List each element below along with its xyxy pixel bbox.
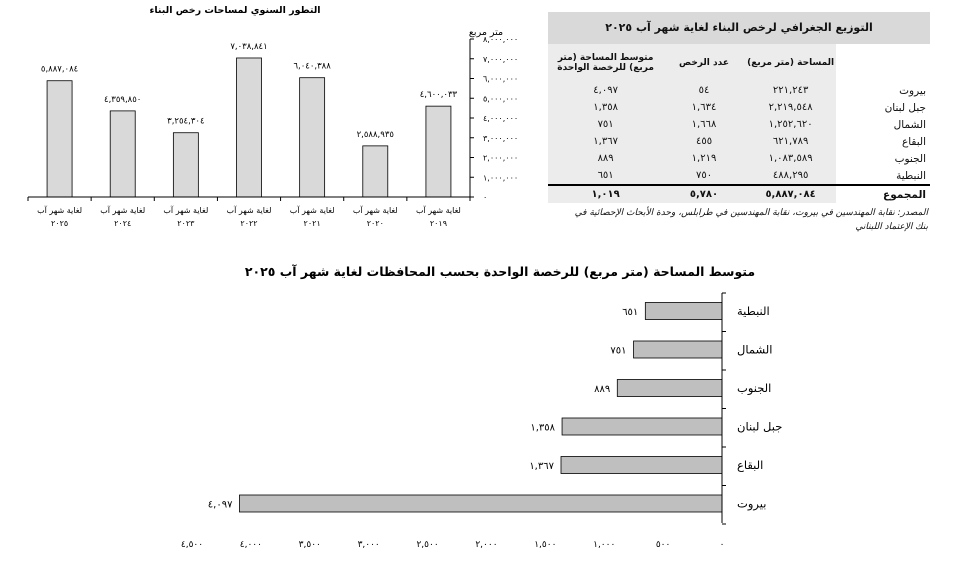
annual-category-label-line2: ٢٠٢٣ — [177, 219, 195, 228]
annual-y-tick-label: ٠ — [483, 193, 488, 202]
table-cell-value: ٢,٢١٩,٥٤٨ — [745, 99, 837, 116]
annual-bar-value-label: ٦,٠٤٠,٣٨٨ — [293, 61, 331, 72]
annual-y-tick-label: ٧,٠٠٠,٠٠٠ — [483, 54, 519, 64]
annual-category-label-line2: ٢٠٢٠ — [366, 219, 384, 228]
average-chart-title: متوسط المساحة (متر مربع) للرخصة الواحدة بحسب المحافظات لغاية شهر آب ٢٠٢٥ — [244, 264, 756, 279]
avg-x-tick-label: ٣,٠٠٠ — [357, 540, 380, 550]
table-cell-value: ١,٠٨٣,٥٨٩ — [745, 150, 837, 167]
table-total-value: ٥,٧٨٠ — [663, 185, 745, 203]
annual-category-label-line2: ٢٠٢٥ — [50, 219, 69, 228]
table-total-value: ٥,٨٨٧,٠٨٤ — [745, 185, 837, 203]
annual-bar-chart — [0, 0, 545, 245]
avg-x-tick-label: ٤,٠٠٠ — [239, 540, 262, 550]
annual-bar — [110, 111, 135, 197]
avg-x-tick-label: ٣,٥٠٠ — [298, 540, 321, 550]
header-area: المساحة (متر مربع) — [745, 44, 837, 82]
table-row — [548, 116, 930, 133]
avg-bar — [239, 495, 722, 512]
table-cell-value: ١,٢١٩ — [663, 150, 745, 167]
avg-x-tick-label: ١,٠٠٠ — [593, 540, 616, 550]
annual-bar — [363, 146, 388, 197]
table-cell-value: ٤٥٥ — [663, 133, 745, 150]
avg-bar — [562, 418, 722, 435]
annual-bar — [47, 81, 72, 197]
avg-x-tick-label: ١,٥٠٠ — [534, 540, 557, 550]
table-row — [548, 133, 930, 150]
table-title: التوزيع الجغرافي لرخص البناء لغاية شهر آب ٢٠٢٥ — [548, 12, 930, 44]
table-cell-value: ٢٢١,٢٤٣ — [745, 82, 837, 99]
annual-bar — [426, 106, 451, 197]
table-cell-region: جبل لبنان — [836, 99, 930, 116]
annual-bar — [173, 133, 198, 197]
annual-y-tick-label: ١,٠٠٠,٠٠٠ — [483, 173, 519, 183]
avg-bar — [561, 457, 722, 474]
table-cell-value: ٧٥١ — [548, 116, 663, 133]
table-header-row — [548, 44, 930, 82]
table-cell-value: ٤,٠٩٧ — [548, 82, 663, 99]
annual-bar-value-label: ٢,٥٨٨,٩٣٥ — [356, 129, 394, 140]
source-line-1: المصدر: نقابة المهندسين في بيروت، نقابة المهندسين في طرابلس، وحدة الأبحاث الإحصائية في — [574, 208, 928, 218]
table-cell-value: ١,٣٦٧ — [548, 133, 663, 150]
table-cell-value: ١,٣٥٨ — [548, 99, 663, 116]
avg-x-tick-label: ٢,٠٠٠ — [475, 540, 498, 550]
annual-y-tick-label: ٥,٠٠٠,٠٠٠ — [483, 94, 519, 104]
annual-category-label-line2: ٢٠٢١ — [303, 219, 321, 228]
avg-x-tick-label: ٠ — [719, 540, 725, 550]
annual-category-label-line1: لغاية شهر آب — [100, 206, 146, 215]
avg-bar — [634, 341, 722, 358]
table-cell-value: ٤٨٨,٢٩٥ — [745, 167, 837, 185]
avg-bar — [645, 303, 722, 320]
annual-y-tick-label: ٤,٠٠٠,٠٠٠ — [483, 114, 519, 123]
geo-distribution-table — [548, 44, 930, 203]
table-row — [548, 82, 930, 99]
annual-category-label-line2: ٢٠١٩ — [429, 219, 448, 228]
table-cell-value: ٦٢١,٧٨٩ — [745, 133, 837, 150]
avg-category-label: جبل لبنان — [737, 419, 783, 434]
avg-bar-value-label: ٨٨٩ — [594, 384, 611, 395]
table-row — [548, 99, 930, 116]
annual-y-tick-label: ٦,٠٠٠,٠٠٠ — [483, 74, 519, 84]
header-count: عدد الرخص — [663, 44, 745, 82]
avg-category-label: النبطية — [737, 304, 770, 318]
table-cell-region: النبطية — [836, 167, 930, 185]
table-cell-region: الجنوب — [836, 150, 930, 167]
annual-bar — [300, 78, 325, 197]
table-total-row — [548, 185, 930, 203]
annual-category-label-line1: لغاية شهر آب — [289, 206, 335, 215]
table-cell-region: بيروت — [836, 82, 930, 99]
avg-bar-value-label: ٦٥١ — [622, 307, 639, 318]
table-cell-value: ٥٤ — [663, 82, 745, 99]
table-cell-value: ٧٥٠ — [663, 167, 745, 185]
table-cell-value: ٨٨٩ — [548, 150, 663, 167]
annual-y-tick-label: ٣,٠٠٠,٠٠٠ — [483, 133, 519, 143]
annual-chart-ylabel: متر مربع — [468, 27, 504, 38]
annual-category-label-line1: لغاية شهر آب — [226, 206, 272, 215]
table-cell-value: ١,٢٥٢,٦٢٠ — [745, 116, 837, 133]
avg-category-label: الجنوب — [737, 381, 772, 395]
annual-bar-value-label: ٤,٣٥٩,٨٥٠ — [104, 94, 142, 105]
annual-bar-value-label: ٣,٢٥٤,٣٠٤ — [167, 116, 205, 127]
avg-bar — [617, 380, 722, 397]
avg-bar-value-label: ٧٥١ — [610, 345, 627, 357]
avg-category-label: بيروت — [737, 496, 767, 511]
annual-bar — [237, 58, 262, 197]
annual-category-label-line2: ٢٠٢٤ — [114, 219, 132, 228]
table-row — [548, 167, 930, 185]
annual-category-label-line1: لغاية شهر آب — [163, 206, 209, 215]
average-area-bar-chart — [0, 257, 960, 577]
source-note — [548, 206, 930, 234]
annual-bar-value-label: ٧,٠٣٨,٨٤١ — [230, 41, 268, 52]
avg-bar-value-label: ١,٣٦٧ — [529, 461, 554, 472]
table-cell-value: ١,٦٦٨ — [663, 116, 745, 133]
annual-y-tick-label: ٨,٠٠٠,٠٠٠ — [483, 35, 519, 44]
table-row — [548, 150, 930, 167]
avg-x-tick-label: ٥٠٠ — [655, 540, 671, 550]
avg-x-tick-label: ٤,٥٠٠ — [180, 540, 204, 550]
annual-category-label-line1: لغاية شهر آب — [37, 206, 83, 215]
header-average: متوسط المساحة (متر مربع) للرخصة الواحدة — [548, 44, 663, 82]
avg-category-label: الشمال — [737, 342, 773, 357]
table-cell-value: ١,٦٣٤ — [663, 99, 745, 116]
annual-category-label-line1: لغاية شهر آب — [352, 206, 398, 215]
header-region — [836, 44, 930, 82]
table-total-value: ١,٠١٩ — [548, 185, 663, 203]
table-cell-region: البقاع — [836, 133, 930, 150]
avg-bar-value-label: ٤,٠٩٧ — [207, 499, 233, 511]
annual-bar-value-label: ٥,٨٨٧,٠٨٤ — [40, 64, 79, 75]
annual-category-label-line1: لغاية شهر آب — [415, 206, 461, 215]
table-cell-value: ٦٥١ — [548, 167, 663, 185]
source-line-2: بنك الإعتماد اللبناني — [855, 222, 928, 232]
table-cell-region: الشمال — [836, 116, 930, 133]
avg-category-label: البقاع — [737, 458, 764, 472]
geo-table-panel — [548, 12, 930, 234]
table-total-label: المجموع — [836, 185, 930, 203]
annual-y-tick-label: ٢,٠٠٠,٠٠٠ — [483, 153, 519, 163]
avg-x-tick-label: ٢,٥٠٠ — [416, 540, 439, 550]
annual-chart-title: التطور السنوي لمساحات رخص البناء — [149, 5, 321, 16]
annual-bar-value-label: ٤,٦٠٠,٠٣٣ — [419, 90, 458, 101]
annual-category-label-line2: ٢٠٢٢ — [240, 219, 258, 228]
avg-bar-value-label: ١,٣٥٨ — [530, 422, 556, 434]
